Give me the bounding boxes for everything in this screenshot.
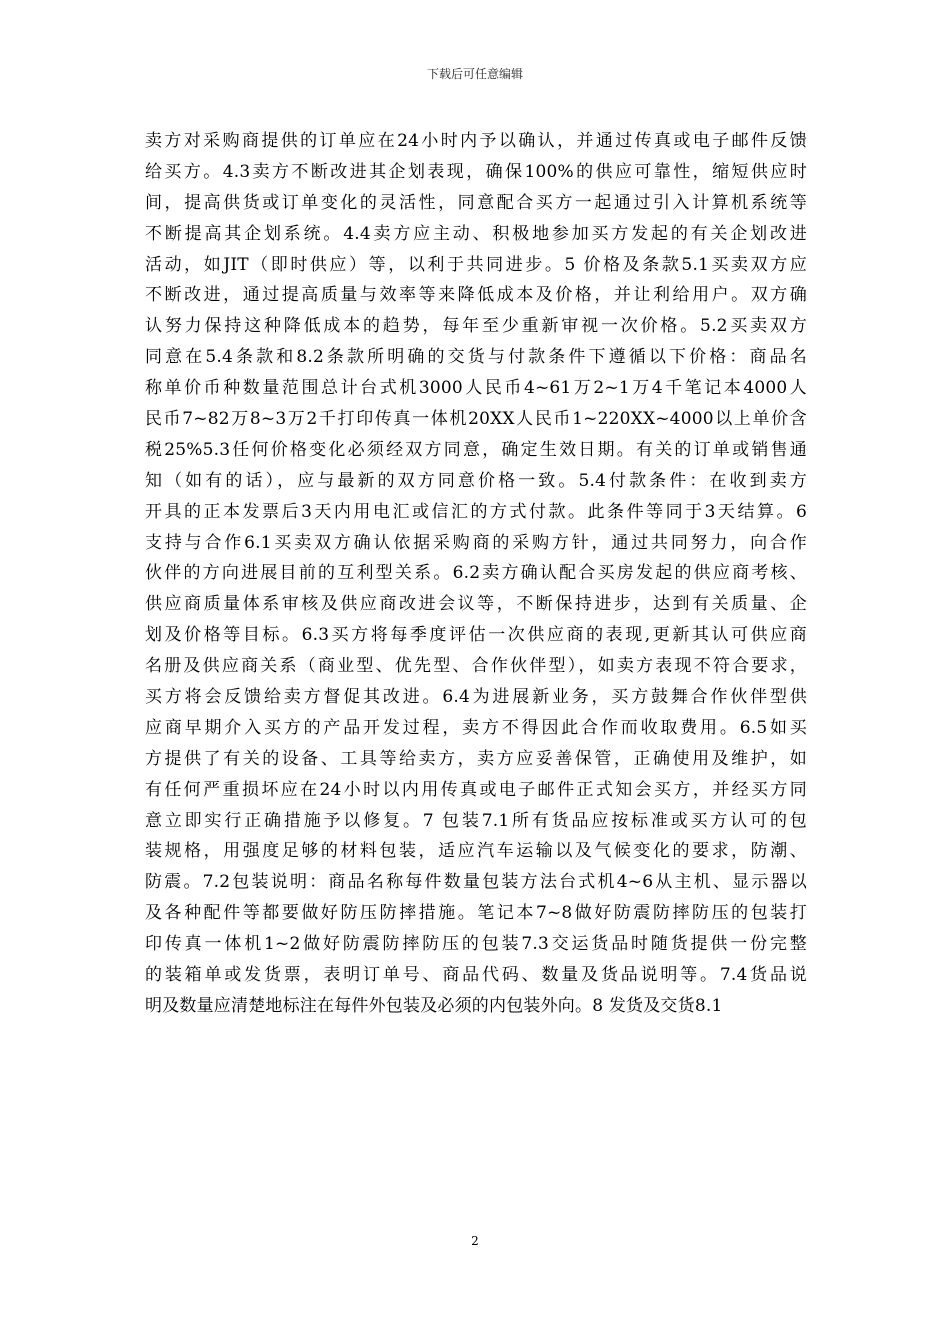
body-line: 伙伴的方向进展目前的互利型关系。6.2卖方确认配合买房发起的供应商考核、 xyxy=(145,563,807,584)
body-line: 应商早期介入买方的产品开发过程，卖方不得因此合作而收取费用。6.5如买 xyxy=(145,717,807,738)
body-line: 同意在5.4条款和8.2条款所明确的交货与付款条件下遵循以下价格：商品名 xyxy=(145,347,807,368)
body-line: 印传真一体机1~2做好防震防摔防压的包装7.3交运货品时随货提供一份完整 xyxy=(145,934,807,955)
body-line: 买方将会反馈给卖方督促其改进。6.4为进展新业务，买方鼓舞合作伙伴型供 xyxy=(145,687,807,708)
body-line: 卖方对采购商提供的订单应在24小时内予以确认，并通过传真或电子邮件反馈 xyxy=(145,131,807,151)
body-line: 防震。7.2包装说明：商品名称每件数量包装方法台式机4~6从主机、显示器以 xyxy=(145,872,807,893)
document-body xyxy=(145,126,807,1022)
body-line: 意立即实行正确措施予以修复。7 包装7.1所有货品应按标准或买方认可的包 xyxy=(145,810,807,831)
body-line: 方提供了有关的设备、工具等给卖方，卖方应妥善保管，正确使用及维护，如 xyxy=(145,748,807,769)
body-line: 税25%5.3任何价格变化必须经双方同意，确定生效日期。有关的订单或销售通 xyxy=(145,439,807,460)
body-line: 给买方。4.3卖方不断改进其企划表现，确保100%的供应可靠性，缩短供应时 xyxy=(145,161,807,182)
body-line: 间，提高供货或订单变化的灵活性，同意配合买方一起通过引入计算机系统等 xyxy=(145,192,807,213)
body-line: 认努力保持这种降低成本的趋势，每年至少重新审视一次价格。5.2买卖双方 xyxy=(145,316,807,337)
body-line: 的装箱单或发货票，表明订单号、商品代码、数量及货品说明等。7.4货品说 xyxy=(145,965,807,986)
body-line: 知（如有的话），应与最新的双方同意价格一致。5.4付款条件：在收到卖方 xyxy=(145,470,807,491)
body-line: 称单价币种数量范围总计台式机3000人民币4~61万2~1万4千笔记本4000人 xyxy=(145,378,807,399)
body-line: 装规格，用强度足够的材料包装，适应汽车运输以及气候变化的要求，防潮、 xyxy=(145,841,807,862)
body-line: 有任何严重损坏应在24小时以内用传真或电子邮件正式知会买方，并经买方同 xyxy=(145,779,807,800)
body-line: 明及数量应清楚地标注在每件外包装及必须的内包装外向。8 发货及交货8.1 xyxy=(145,995,723,1016)
body-line: 划及价格等目标。6.3买方将每季度评估一次供应商的表现,更新其认可供应商 xyxy=(145,625,807,646)
page-header: 下载后可任意编辑 xyxy=(426,67,523,81)
body-line: 不断改进，通过提高质量与效率等来降低成本及价格，并让利给用户。双方确 xyxy=(145,285,807,306)
body-line: 开具的正本发票后3天内用电汇或信汇的方式付款。此条件等同于3天结算。6 xyxy=(145,501,807,522)
body-line: 名册及供应商关系（商业型、优先型、合作伙伴型），如卖方表现不符合要求， xyxy=(145,656,807,677)
body-line: 民币7~82万8~3万2千打印传真一体机20XX人民币1~220XX~4000以上单价含 xyxy=(145,409,807,430)
body-line: 支持与合作6.1买卖双方确认依据采购商的采购方针，通过共同努力，向合作 xyxy=(145,532,807,553)
page-number: 2 xyxy=(471,1234,479,1248)
body-line: 供应商质量体系审核及供应商改进会议等，不断保持进步，达到有关质量、企 xyxy=(145,594,807,615)
body-line: 及各种配件等都要做好防压防摔措施。笔记本7~8做好防震防摔防压的包装打 xyxy=(145,903,807,924)
body-line: 活动，如JIT（即时供应）等，以利于共同进步。5 价格及条款5.1买卖双方应 xyxy=(145,254,807,275)
body-line: 不断提高其企划系统。4.4卖方应主动、积极地参加买方发起的有关企划改进 xyxy=(145,223,807,244)
